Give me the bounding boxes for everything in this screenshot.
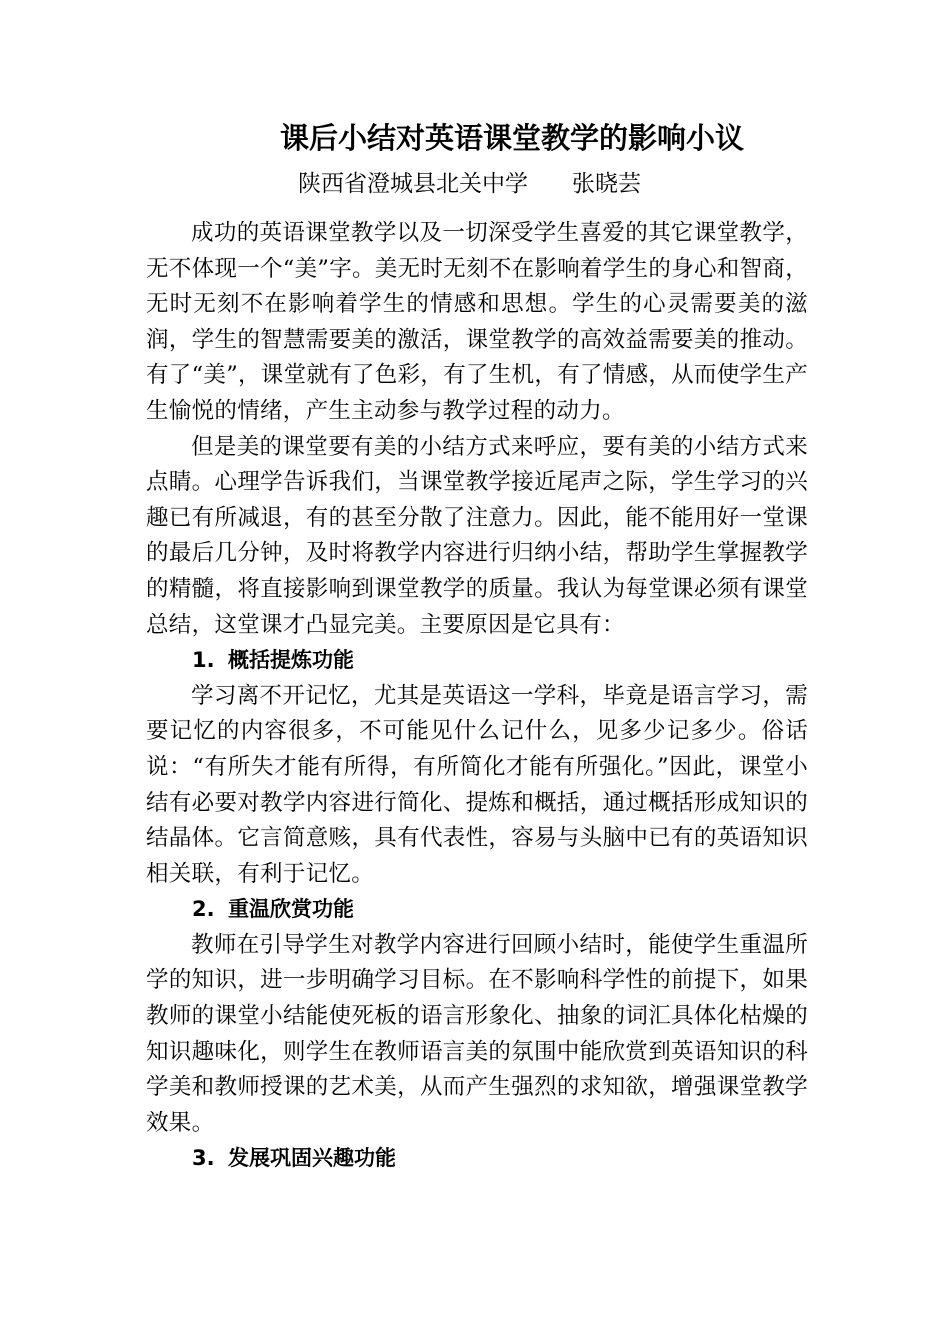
- section-number-1: 1.: [192, 648, 215, 673]
- section-heading-1: [146, 643, 808, 679]
- section-heading-2: [146, 892, 808, 928]
- section-heading-3: [146, 1141, 808, 1177]
- intro-paragraph-1: 成功的英语课堂教学以及一切深受学生喜爱的其它课堂教学，无不体现一个“美”字。美无时无刻不在影响着学生的身心和智商，无时无刻不在影响着学生的情感和思想。学生的心灵需要美的滋润，学生的智慧需要美的激活，课堂教学的高效益需要美的推动。有了“美”，课堂就有了色彩，有了生机，有了情感，从而使学生产生愉悦的情绪，产生主动参与教学过程的动力。: [146, 220, 809, 424]
- section-title-2: 重温欣赏功能: [228, 897, 354, 922]
- document-title: 课后小结对英语课堂教学的影响小议: [279, 121, 744, 155]
- intro-paragraph-2: 但是美的课堂要有美的小结方式来呼应，要有美的小结方式来点睛。心理学告诉我们，当课堂教学接近尾声之际，学生学习的兴趣已有所减退，有的甚至分散了注意力。因此，能不能用好一堂课的最后几分钟，及时将教学内容进行归纳小结，帮助学生掌握教学的精髓，将直接影响到课堂教学的质量。我认为每堂课必须有课堂总结，这堂课才凸显完美。主要原因是它具有：: [146, 433, 808, 638]
- section-number-2: 2.: [192, 897, 215, 922]
- author-name: 张晓芸: [572, 171, 641, 197]
- section-paragraph-2: 教师在引导学生对教学内容进行回顾小结时，能使学生重温所学的知识，进一步明确学习目标。在不影响科学性的前提下，如果教师的课堂小结能使死板的语言形象化、抽象的词汇具体化枯燥的知识趣味化，则学生在教师语言美的氛围中能欣赏到英语知识的科学美和教师授课的艺术美，从而产生强烈的求知欲，增强课堂教学效果。: [146, 931, 808, 1136]
- section-title-1: 概括提炼功能: [228, 648, 354, 673]
- section-paragraph-1: 学习离不开记忆，尤其是英语这一学科，毕竟是语言学习，需要记忆的内容很多，不可能见什么记什么，见多少记多少。俗话说：“有所失才能有所得，有所简化才能有所强化。”因此，课堂小结有必要对教学内容进行简化、提炼和概括，通过概括形成知识的结晶体。它言简意赅，具有代表性，容易与头脑中已有的英语知识相关联，有利于记忆。: [146, 682, 808, 887]
- author-line: [146, 164, 808, 204]
- document-page: [146, 112, 808, 1177]
- section-number-3: 3.: [192, 1146, 215, 1171]
- section-title-3: 发展巩固兴趣功能: [228, 1146, 396, 1171]
- author-affiliation: 陕西省澄城县北关中学: [298, 171, 528, 197]
